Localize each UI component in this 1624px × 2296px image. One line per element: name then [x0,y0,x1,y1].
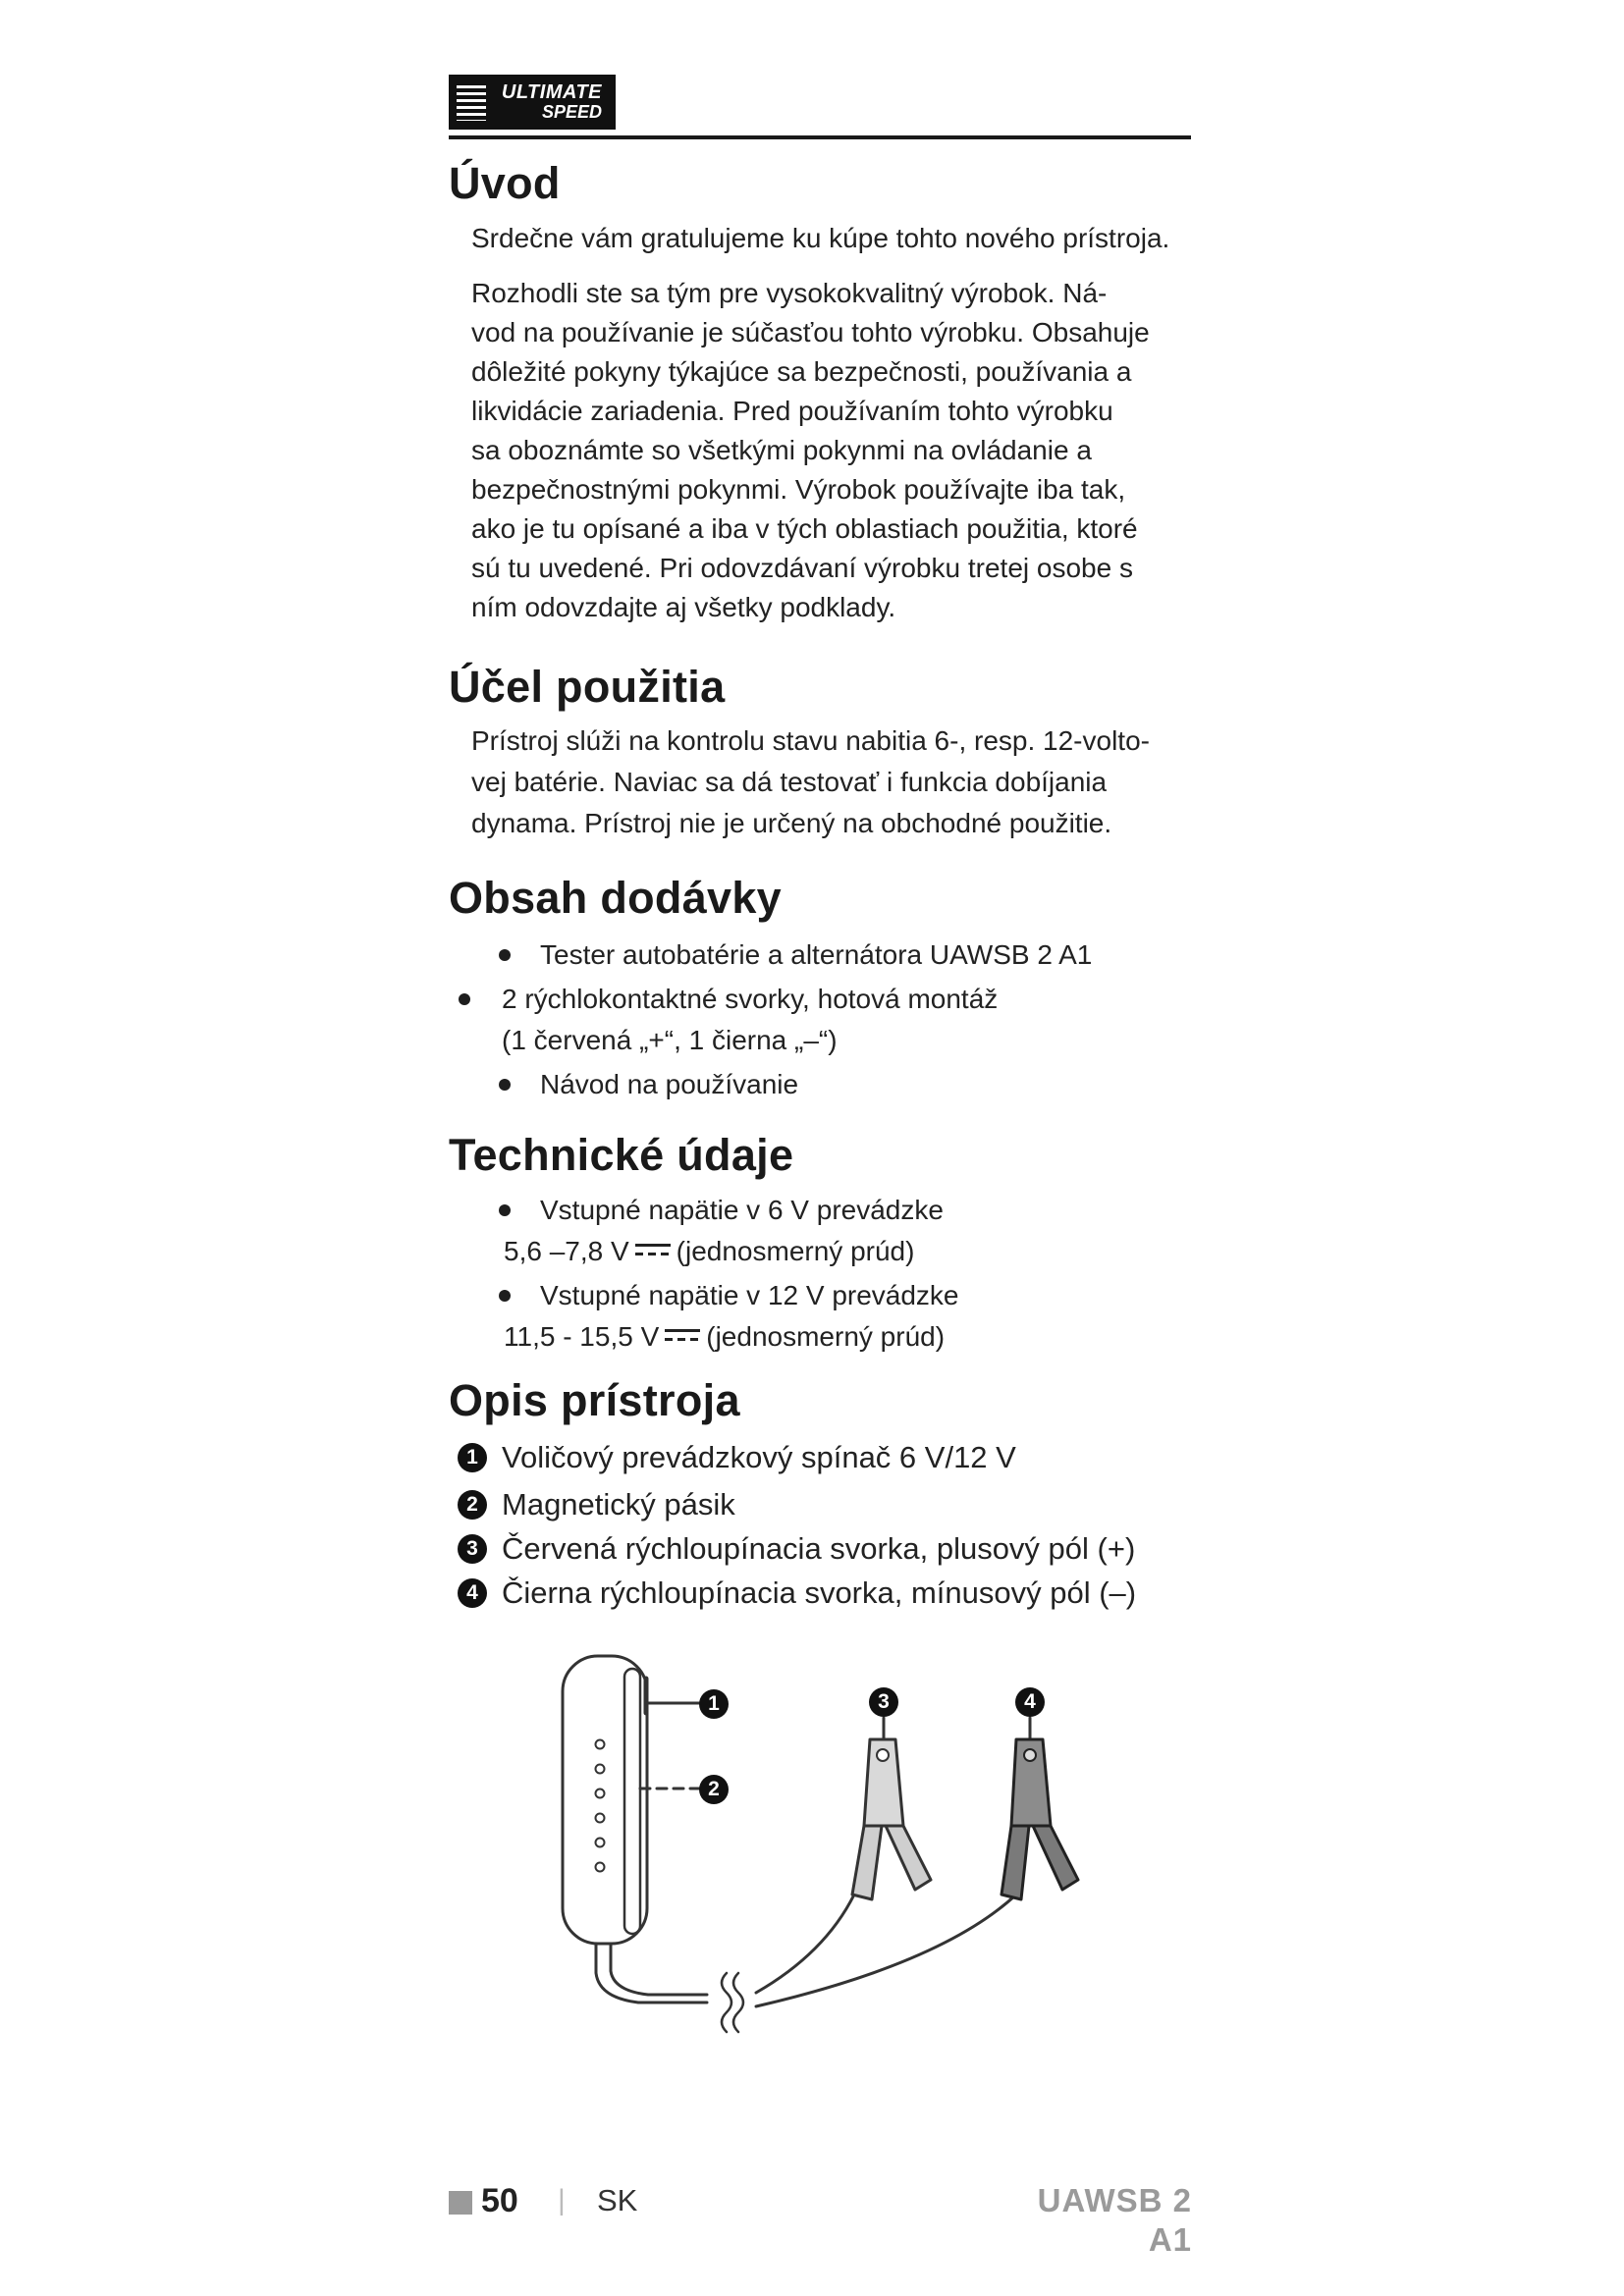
uvod-line: ním odovzdajte aj všetky podklady. [471,592,896,622]
opis-item-1: Voličový prevádzkový spínač 6 V/12 V [502,1440,1016,1474]
voltage-range: 11,5 - 15,5 V [504,1321,660,1352]
bullet-icon [499,949,511,961]
tech-item-1: Vstupné napätie v 6 V prevádzke [540,1195,944,1225]
bullet-icon [459,993,470,1005]
tech-item-2-range [504,1316,945,1358]
obsah-item-3: Návod na používanie [540,1069,799,1099]
ucel-line: vej batérie. Naviac sa dá testovať i funkcia dobíjania [471,767,1108,797]
heading-obsah: Obsah dodávky [449,873,783,923]
bullet-icon [499,1204,511,1216]
uvod-line: likvidácie zariadenia. Pred používaním tohto výrobku [471,396,1113,426]
brand-logo [449,75,616,130]
footer-separator: | [558,2184,566,2216]
cable-break-mark [722,1973,731,2032]
callout-4-icon: 4 [1015,1687,1045,1717]
heading-tech: Technické údaje [449,1130,794,1180]
uvod-line: Rozhodli ste sa tým pre vysokokvalitný výrobok. Ná- [471,278,1108,308]
logo-stripes [457,85,486,121]
footer-square-icon [449,2191,472,2215]
ucel-line: dynama. Prístroj nie je určený na obchodné použitie. [471,808,1112,838]
logo-line-1: ULTIMATE [501,81,602,103]
voltage-range: 5,6 –7,8 V [504,1236,629,1266]
number-3-icon: 3 [458,1534,487,1564]
header-rule [449,135,1191,139]
tester-led [596,1814,605,1823]
uvod-line: sa oboznámte so všetkými pokynmi na ovládanie a [471,435,1092,465]
tester-cable [596,1944,707,2002]
number-2-icon: 2 [458,1490,487,1520]
logo-line-2: SPEED [541,102,602,122]
opis-item-4: Čierna rýchloupínacia svorka, mínusový pól (–) [502,1575,1137,1610]
uvod-line: sú tu uvedené. Pri odovzdávaní výrobku tretej osobe s [471,553,1133,583]
footer-language: SK [597,2183,638,2217]
black-clamp-cable [756,1895,1016,2006]
obsah-item-1: Tester autobatérie a alternátora UAWSB 2 A1 [540,939,1093,970]
callout-2-icon: 2 [699,1775,729,1804]
callout-1-icon: 1 [699,1689,729,1719]
bullet-icon [499,1079,511,1091]
tester-magnetic-strip [624,1669,640,1934]
obsah-item-2: 2 rýchlokontaktné svorky, hotová montáž [502,984,999,1014]
footer-model: UAWSB 2 A1 [1037,2182,1192,2258]
number-1-icon: 1 [458,1443,487,1472]
tester-body [563,1656,647,1944]
callout-3-icon: 3 [869,1687,898,1717]
black-clamp [1001,1739,1078,1899]
heading-opis: Opis prístroja [449,1375,740,1425]
opis-item-2: Magnetický pásik [502,1487,735,1522]
tech-item-1-range [504,1231,914,1272]
obsah-item-2-detail: (1 červená „+“, 1 čierna „–“) [502,1025,838,1055]
direct-current-icon [635,1244,671,1258]
tech-item-2: Vstupné napätie v 12 V prevádzke [540,1280,959,1310]
opis-item-3: Červená rýchloupínacia svorka, plusový pól (+) [502,1531,1136,1566]
page-number: 50 [481,2182,518,2219]
logo-text [502,82,602,122]
current-note: (jednosmerný prúd) [706,1321,946,1352]
tester-led [596,1740,605,1749]
tester-led [596,1839,605,1847]
uvod-line: dôležité pokyny týkajúce sa bezpečnosti, používania a [471,356,1132,387]
red-clamp [852,1739,931,1899]
number-4-icon: 4 [458,1578,487,1608]
heading-uvod: Úvod [449,158,561,208]
uvod-line: vod na používanie je súčasťou tohto výrobku. Obsahuje [471,317,1150,347]
heading-ucel: Účel použitia [449,662,726,712]
red-clamp-cable [756,1895,854,1993]
direct-current-icon [665,1329,700,1344]
current-note: (jednosmerný prúd) [676,1236,915,1266]
uvod-line: ako je tu opísané a iba v tých oblastiach použitia, ktoré [471,513,1138,544]
uvod-paragraph-1: Srdečne vám gratulujeme ku kúpe tohto nového prístroja. [471,223,1170,253]
tester-led [596,1789,605,1798]
tester-led [596,1765,605,1774]
tester-led [596,1863,605,1872]
uvod-line: bezpečnostnými pokynmi. Výrobok používajte iba tak, [471,474,1126,505]
ucel-line: Prístroj slúži na kontrolu stavu nabitia 6-, resp. 12-volto- [471,725,1150,756]
bullet-icon [499,1290,511,1302]
